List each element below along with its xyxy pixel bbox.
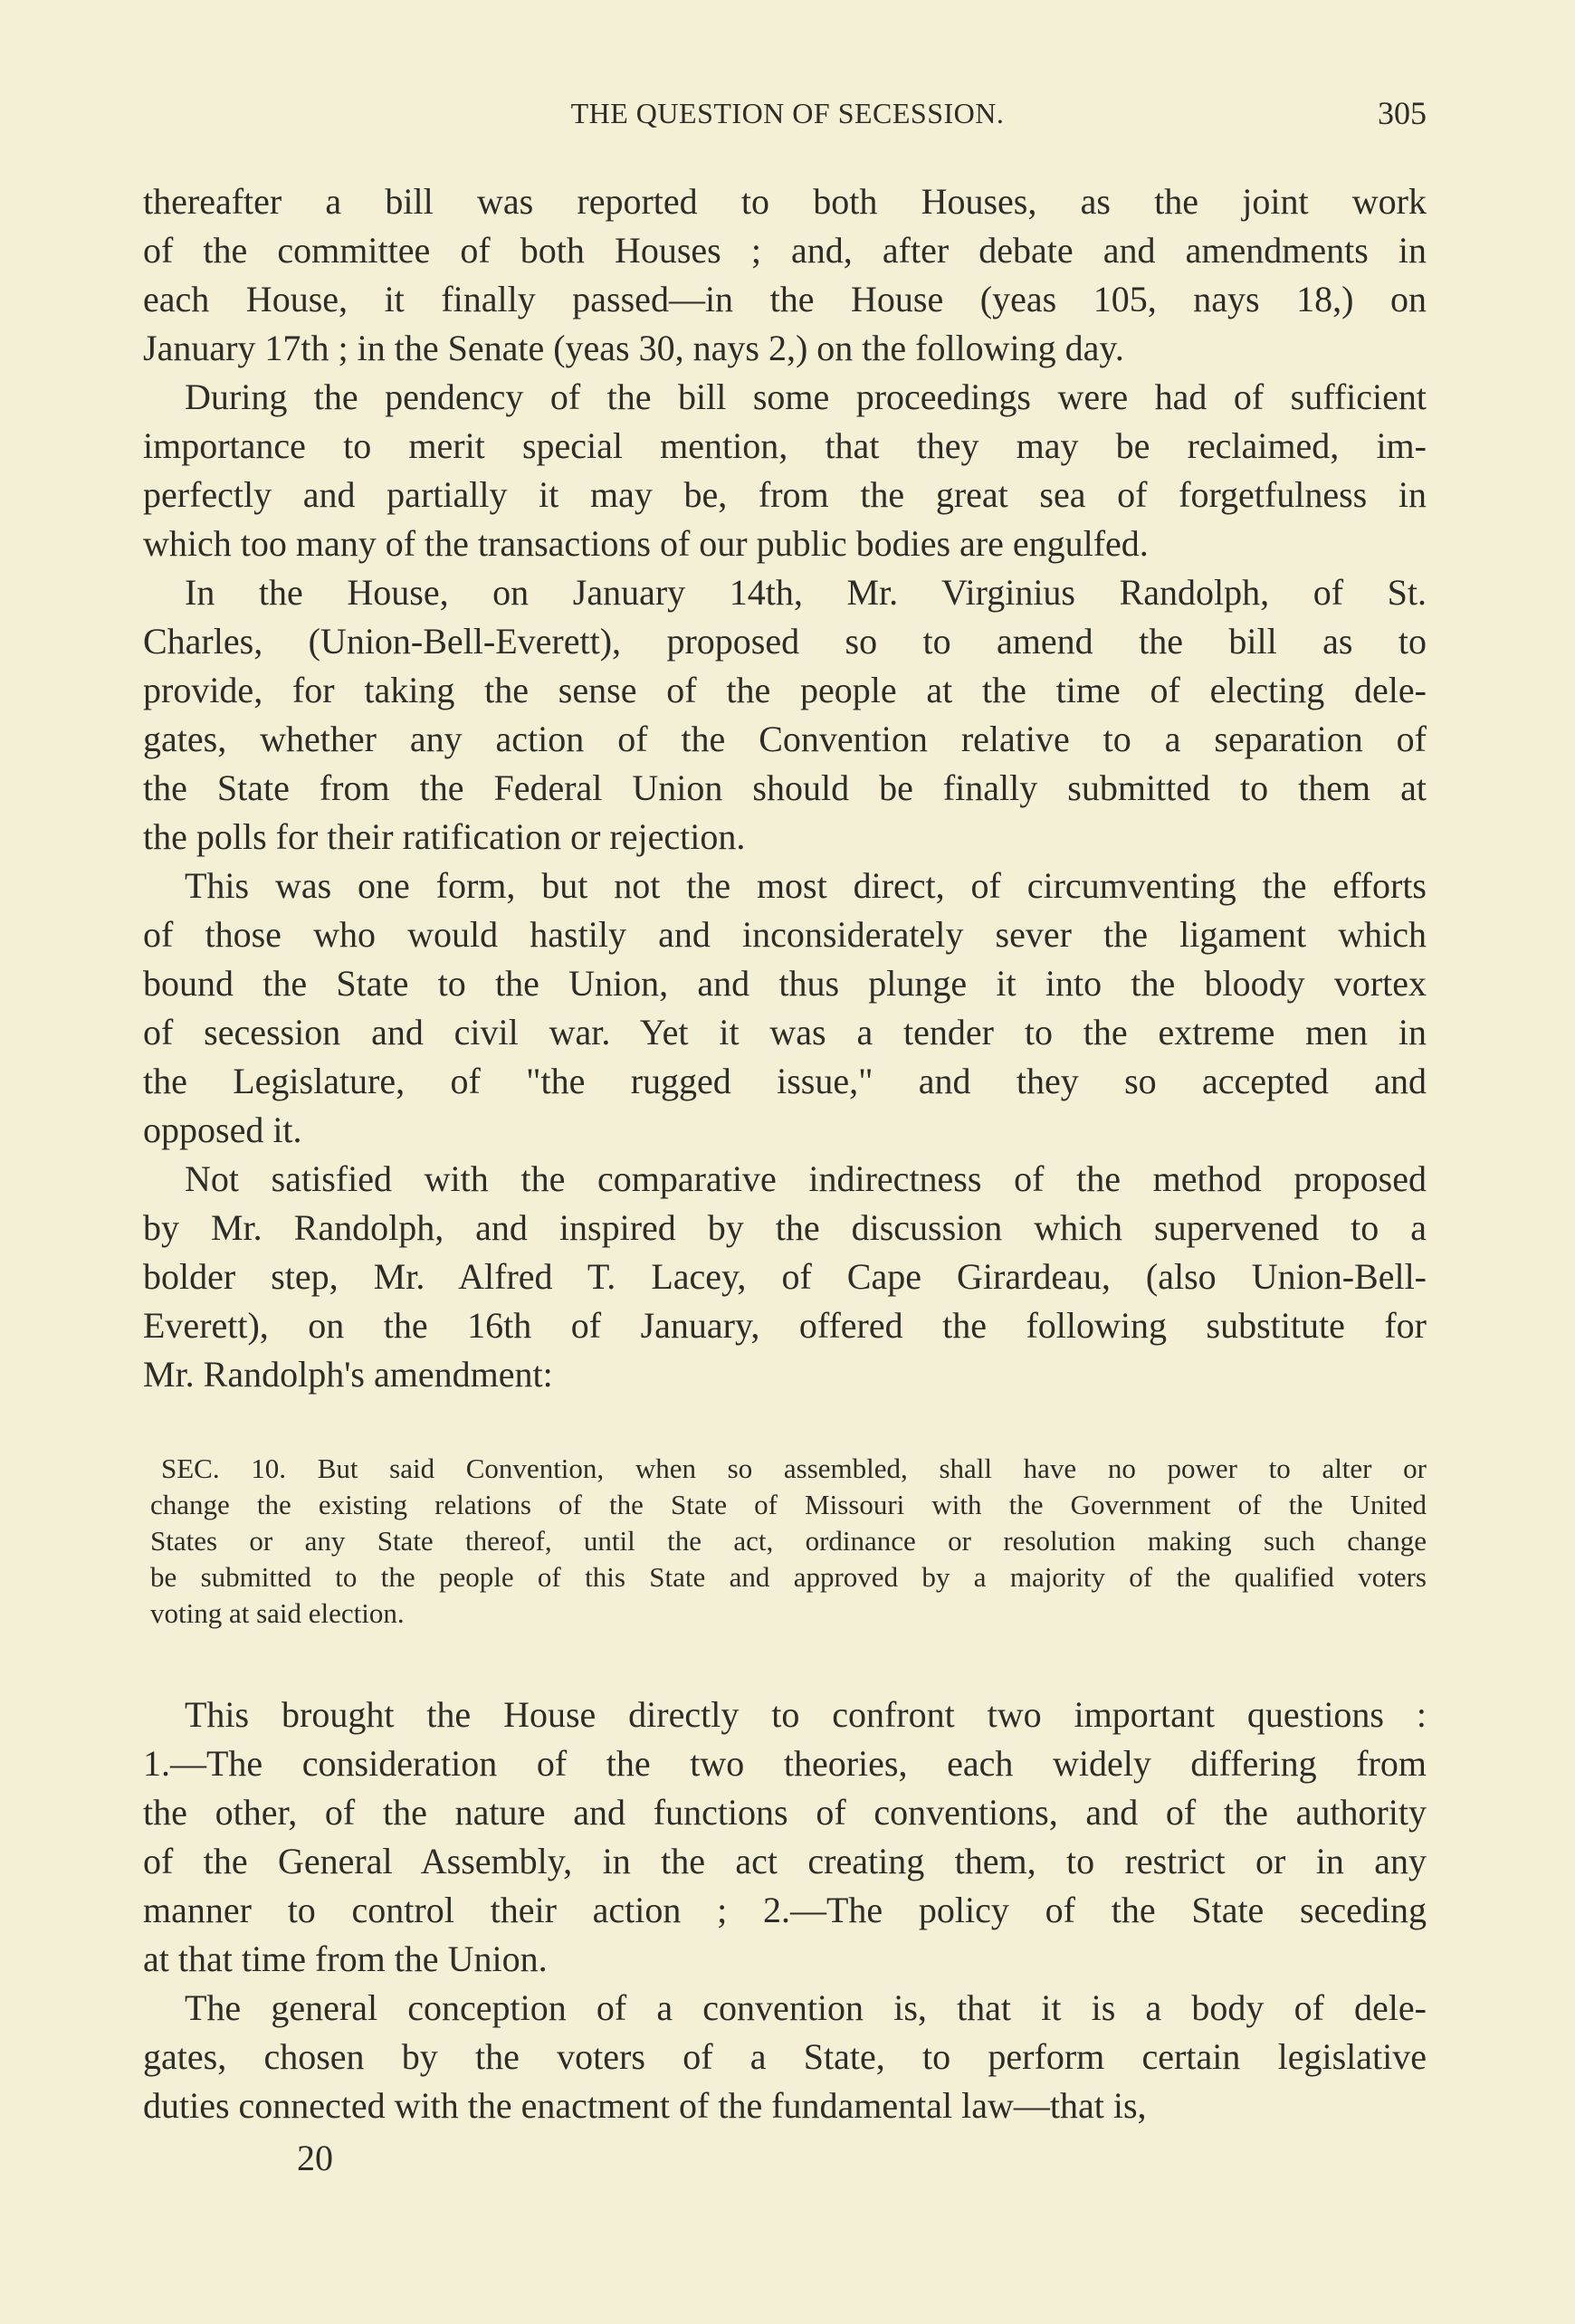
text-line: of those who would hastily and inconsiderately sever the ligament which [143,914,1427,955]
text-line: The general conception of a convention is, that it is a body of dele- [185,1987,1427,2028]
text-line: duties connected with the enactment of the fundamental law—that is, [143,2085,1147,2126]
quoted-section [150,1451,1427,1632]
text-line: gates, chosen by the voters of a State, to perform certain legislative [143,2036,1427,2077]
paragraph [143,1691,1427,1984]
body-text-bottom [143,1691,1427,2130]
text-line: at that time from the Union. [143,1938,548,1979]
running-title: THE QUESTION OF SECESSION. [570,97,1005,129]
paragraph [143,862,1427,1155]
text-line: Mr. Randolph's amendment: [143,1354,553,1395]
text-line: This brought the House directly to confront two important questions : [185,1694,1427,1735]
text-line: bound the State to the Union, and thus plunge it into the bloody vortex [143,963,1427,1004]
text-line: During the pendency of the bill some proceedings were had of sufficient [185,376,1427,417]
text-line: 1.—The consideration of the two theories, each widely differing from [143,1743,1427,1784]
text-line: by Mr. Randolph, and inspired by the discussion which supervened to a [143,1207,1427,1248]
text-line: gates, whether any action of the Convention relative to a separation of [143,719,1427,759]
paragraph [143,1155,1427,1399]
text-line: importance to merit special mention, that they may be reclaimed, im- [143,425,1427,466]
text-line: SEC. 10. But said Convention, when so assembled, shall have no power to alter or [161,1452,1427,1484]
text-line: Not satisfied with the comparative indirectness of the method proposed [185,1158,1427,1199]
text-line: which too many of the transactions of our public bodies are engulfed. [143,523,1149,564]
text-line: manner to control their action ; 2.—The policy of the State seceding [143,1890,1427,1930]
paragraph [143,373,1427,568]
text-line: change the existing relations of the State of Missouri with the Government of the United [150,1489,1427,1520]
text-line: Charles, (Union-Bell-Everett), proposed so to amend the bill as to [143,621,1427,662]
text-line: In the House, on January 14th, Mr. Virginius Randolph, of St. [185,572,1427,613]
text-line: of the committee of both Houses ; and, after debate and amendments in [143,230,1427,271]
text-line: the polls for their ratification or rejection. [143,816,746,857]
paragraph [143,568,1427,862]
text-line: of the General Assembly, in the act creating them, to restrict or in any [143,1841,1427,1881]
text-line: opposed it. [143,1110,302,1150]
paragraph [143,177,1427,373]
text-line: January 17th ; in the Senate (yeas 30, nays 2,) on the following day. [143,328,1124,368]
text-line: each House, it finally passed—in the House (yeas 105, nays 18,) on [143,279,1427,319]
text-line: provide, for taking the sense of the people at the time of electing dele- [143,670,1427,710]
text-line: States or any State thereof, until the act, ordinance or resolution making such change [150,1525,1427,1557]
text-line: This was one form, but not the most direct, of circumventing the efforts [185,865,1427,906]
text-line: the Legislature, of "the rugged issue," and they so accepted and [143,1061,1427,1101]
body-text-top [143,177,1427,1399]
signature-mark: 20 [297,2138,333,2178]
text-line: the State from the Federal Union should be finally submitted to them at [143,767,1427,808]
text-line: thereafter a bill was reported to both Houses, as the joint work [143,181,1427,222]
text-line: be submitted to the people of this State and approved by a majority of the qualified voters [150,1561,1427,1593]
paragraph [143,1984,1427,2130]
text-line: perfectly and partially it may be, from the great sea of forgetfulness in [143,474,1427,515]
text-line: of secession and civil war. Yet it was a tender to the extreme men in [143,1012,1427,1052]
text-line: the other, of the nature and functions of conventions, and of the authority [143,1792,1427,1833]
page-number: 305 [1378,95,1427,131]
text-line: Everett), on the 16th of January, offered the following substitute for [143,1305,1427,1346]
paragraph [150,1451,1427,1632]
text-line: voting at said election. [150,1597,405,1629]
text-line: bolder step, Mr. Alfred T. Lacey, of Cape Girardeau, (also Union-Bell- [143,1256,1427,1297]
